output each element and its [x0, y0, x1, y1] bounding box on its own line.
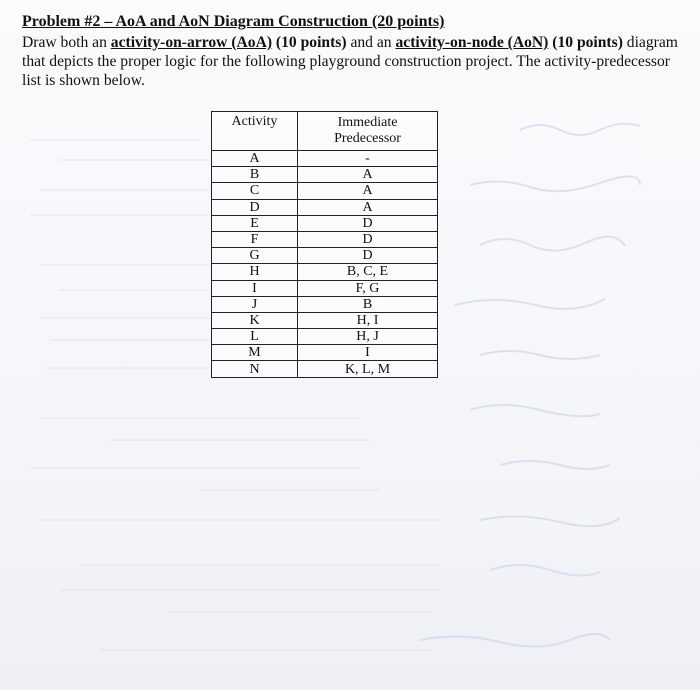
table-row	[212, 248, 438, 264]
activity-cell: N	[212, 361, 298, 377]
table-row	[212, 264, 438, 280]
table-row	[212, 329, 438, 345]
predecessor-cell: D	[298, 215, 438, 231]
problem-title: Problem #2 – AoA and AoN Diagram Construction (20 points)	[22, 13, 445, 30]
predecessor-cell: A	[298, 167, 438, 183]
activity-cell: B	[212, 167, 298, 183]
predecessor-cell: I	[298, 345, 438, 361]
predecessor-cell: K, L, M	[298, 361, 438, 377]
problem-instructions	[22, 33, 682, 90]
predecessor-cell: H, J	[298, 329, 438, 345]
table-header-row	[212, 112, 438, 151]
activity-cell: D	[212, 199, 298, 215]
predecessor-cell: A	[298, 183, 438, 199]
predecessor-cell: -	[298, 151, 438, 167]
predecessor-cell: A	[298, 199, 438, 215]
activity-cell: L	[212, 329, 298, 345]
column-header-activity: Activity	[212, 112, 298, 151]
activity-cell: F	[212, 231, 298, 247]
table-row	[212, 296, 438, 312]
aoa-points: (10 points)	[272, 34, 347, 51]
activity-cell: H	[212, 264, 298, 280]
activity-cell: J	[212, 296, 298, 312]
instruction-text-3: diagram that depicts the proper logic for the following playground construction project. The activity-predecessor list is shown below.	[22, 34, 678, 89]
aoa-term: activity-on-arrow (AoA)	[110, 34, 273, 51]
aon-term: activity-on-node (AoN)	[395, 34, 549, 51]
instruction-text-2: and an	[346, 34, 396, 51]
predecessor-cell: B, C, E	[298, 264, 438, 280]
predecessor-cell: B	[298, 296, 438, 312]
table-row	[212, 280, 438, 296]
activity-predecessor-table	[211, 111, 438, 378]
table-row	[212, 345, 438, 361]
aon-points: (10 points)	[548, 34, 623, 51]
predecessor-cell: F, G	[298, 280, 438, 296]
table-row	[212, 361, 438, 377]
activity-cell: C	[212, 183, 298, 199]
column-header-predecessor: Immediate Predecessor	[298, 112, 438, 151]
table-row	[212, 231, 438, 247]
activity-cell: K	[212, 312, 298, 328]
problem-statement	[22, 12, 682, 90]
table-row	[212, 183, 438, 199]
instruction-text-1: Draw both an	[22, 34, 111, 51]
predecessor-cell: H, I	[298, 312, 438, 328]
activity-cell: G	[212, 248, 298, 264]
table-row	[212, 151, 438, 167]
predecessor-cell: D	[298, 231, 438, 247]
activity-cell: M	[212, 345, 298, 361]
table-row	[212, 312, 438, 328]
activity-cell: I	[212, 280, 298, 296]
table-row	[212, 167, 438, 183]
table-row	[212, 215, 438, 231]
activity-cell: A	[212, 151, 298, 167]
table-row	[212, 199, 438, 215]
predecessor-cell: D	[298, 248, 438, 264]
activity-cell: E	[212, 215, 298, 231]
